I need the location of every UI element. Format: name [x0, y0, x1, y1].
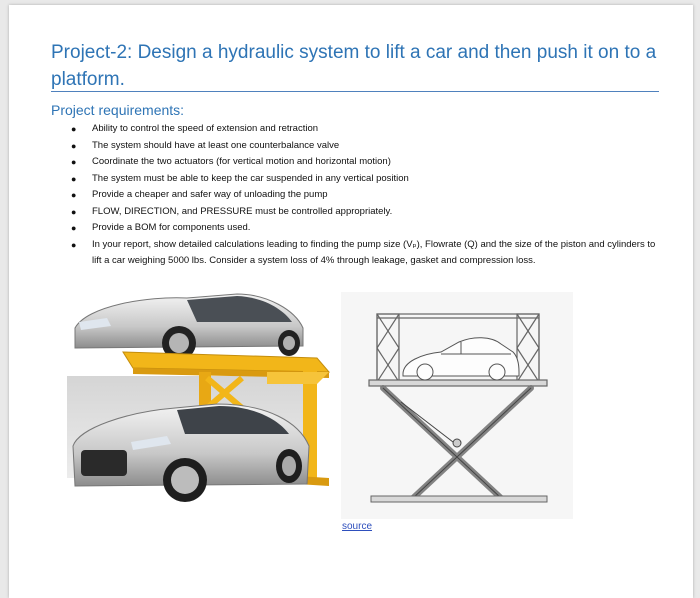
bullet-icon: ● [71, 157, 77, 167]
requirement-item [69, 171, 659, 188]
car-lift-photo [67, 288, 344, 522]
bullet-icon: ● [71, 140, 77, 151]
bullet-icon: ● [71, 190, 77, 200]
requirement-text: The system should have at least one counterbalance valve [92, 139, 340, 151]
requirement-text: In your report, show detailed calculations leading to finding the pump size (Vₚ), Flowrate (Q) and the size of the piston and cylinders to lift a car weighing 5000 lbs. Consider a system loss of 4% through leakage, gasket and compression loss. [92, 238, 656, 266]
requirement-item [69, 204, 659, 221]
requirement-text: Ability to control the speed of extension and retraction [92, 123, 319, 134]
requirement-item [69, 187, 659, 204]
project-title: Project-2: Design a hydraulic system to lift a car and then push it on to a platform. [51, 42, 657, 90]
title-underline [51, 91, 659, 92]
bullet-icon: ● [71, 239, 77, 250]
scissor-lift-drawing [341, 292, 573, 519]
requirement-item [69, 121, 659, 138]
bullet-icon: ● [71, 206, 77, 217]
requirement-text: FLOW, DIRECTION, and PRESSURE must be controlled appropriately. [92, 205, 393, 217]
requirement-text: Coordinate the two actuators (for vertical motion and horizontal motion) [92, 156, 391, 167]
requirement-text: The system must be able to keep the car suspended in any vertical position [92, 172, 409, 184]
requirement-text: Provide a BOM for components used. [92, 222, 251, 233]
source-link[interactable]: source [342, 521, 373, 532]
requirement-item [69, 154, 659, 171]
bullet-icon: ● [71, 223, 77, 233]
bullet-icon: ● [71, 124, 77, 134]
requirement-item [69, 220, 659, 237]
requirement-text: Provide a cheaper and safer way of unloading the pump [92, 189, 328, 200]
requirement-item [69, 237, 659, 270]
bullet-icon: ● [71, 173, 77, 184]
requirement-item [69, 138, 659, 155]
requirements-heading: Project requirements: [51, 102, 185, 118]
document-page [9, 5, 693, 598]
requirements-list [69, 121, 659, 270]
